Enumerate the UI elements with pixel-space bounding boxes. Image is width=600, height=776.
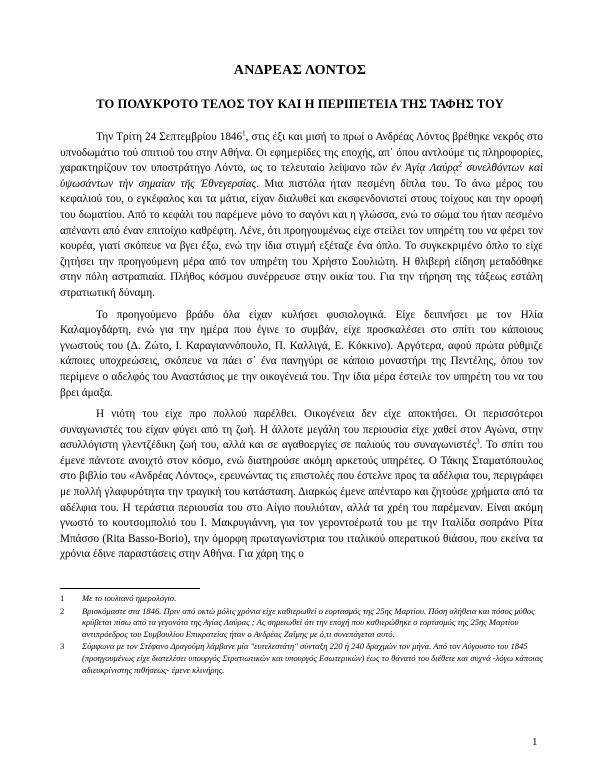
footnote [60,606,544,641]
footnote-text: Βρισκόμαστε στα 1846. Πριν από οκτώ μόλις χρόνια είχε καθιερωθεί ο εορτασμός της 25ης Μαρτίου. Πόση αλήθεια και πόσος μύθος κρύβεται πίσω από τα γεγονότα της Αγίας Λαύρας ; Ας σημειωθεί ότι την εποχή που καθιερώθηκε ο εορτασμός της 25ης Μαρτίου αντιπρόεδρος του Συμβουλίου Επικρατείας ήταν ο Ανδρέας Ζαΐμης με ό,τι συνεπάγεται αυτό. [82,605,535,639]
footnote-ref-2: 2 [458,160,463,169]
body-text [60,130,543,563]
footnote-text: Με το ιουλιανό ημερολόγιο. [82,593,177,603]
footnote-ref-1: 1 [242,129,246,138]
italic-quote: τῶν ἐν Ἁγίᾳ Λαύρᾳ [370,162,459,175]
footnote-number: 3 [60,641,65,652]
footnote [60,593,544,605]
paragraph-3: Η νιότη του είχε προ πολλού παρέλθει. Οικογένεια δεν είχε αποκτήσει. Οι περισσότεροι συναγωνιστές του είχαν φύγει από τη ζωή. Η άλλοτε μεγάλη του περιουσία είχε χαθεί στον Αγώνα, στην ασυλλόγιστη γλεντζέδικη ζωή του, αλλά και σε αγαθοεργίες σε παλιούς του συναγωνιστές$^3$. Το σπίτι του έμενε πάντοτε ανοιχτό στον κόσμο, ενώ διατηρούσε ακόμη αρκετούς υπηρέτες. Ο Τάκης Σταματόπουλος στο βιβλίο του «Ανδρέας Λόντος», ερευνώντας τις επιστολές που έστελνε προς τα αδέλφια του, περιγράφει με πολλή γλαφυρότητα την τραγική του κατάσταση. Διαρκώς έμενε απένταρο και ζητούσε χρήματα από τα αδέλφια του. Η τεράστια περιουσία του στο Αίγιο πουλιόταν, αλλά τα χρέη του παρέμεναν. Είναι ακόμη γνωστό το κουτσομπολιό του Ι. Μακρυγιάννη, για τον γεροντοέρωτά του με την Ιταλίδα σοπράνο Ρίτα Μπάσσο (Rita Basso-Borio), την όμορφη πρωταγωνίστρια του ιταλικού οπερατικού θιάσου, που εκείνα τα χρόνια έδινε παραστάσεις στην Αθήνα. Για χάρη της ο [60,408,544,561]
paragraph-1: Την Τρίτη 24 Σεπτεμβρίου 1846$^1$, στις έξι και μισή το πρωί ο Ανδρέας Λόντος βρέθηκε νεκρός στο υπνοδωμάτιο τού σπιτιού του στην Αθήνα. Οι εφημερίδες της εποχής, απ᾽ όπου αντλούμε τις πληροφορίες, χαρακτηρίζουν τον υποστράτηγο Λόντο, ως το τελευταίο λείψανο τῶν ἐν Ἁγίᾳ Λαύρᾳ$^2$ συνελθόντων καὶ ὑψωσάντων τὴν σημαίαν τῆς Ἐθνεγερσίας. Μια πιστόλα ήταν πεσμένη δίπλα του. Το άνω μέρος του κεφαλιού του, ο εγκέφαλος και τα μάτια, είχαν διαλυθεί και εκσφενδονιστεί στους τοίχους και την οροφή του δωματίου. Από το κεφάλι του παρέμενε μόνο το σαγόνι και η γλώσσα, ενώ το σώμα του ήταν πεσμένο απέναντι από έναν επιτοίχιο καθρέφτη. Λένε, ότι προηγουμένως είχε στείλει τον υπηρέτη του να φέρει τον κουρέα, γιατί σκόπευε να βγει έξω, ενώ την ίδια στιγμή εξέταζε ένα όπλο. Το συγκεκριμένο όπλο το είχε ζητήσει την προηγούμενη μέρα από τον υπηρέτη του Χρήστο Σουλιώτη. Η θλιβερή είδηση μεταδόθηκε στην πόλη αστραπιαία. Πλήθος κόσμου συνέρρευσε στην οικία του. Για την τήρηση της τάξεως εστάλη στρατιωτική δύναμη. [60,129,543,299]
footnote-text: Σύμφωνα με τον Στέφανο Δραγούμη λάμβανε μία "ευτελεστάτη" σύνταξη 220 ή 240 δραχμών τον μήνα. Από τον Αύγουστο του 1845 (προηγουμένως είχε διατελέσει υπουργός Στρατιωτικών και υπουργός Εσωτερικών) έως το θάνατό του διέθετε και συχνά -λόγω κάποιας αδιευκρίνιστης πιθήσεως- έμενε κλινήρης. [82,641,543,675]
author-title: ΑΝΔΡΕΑΣ ΛΟΝΤΟΣ [233,63,367,78]
footnote-number: 2 [60,605,65,616]
footnote-number: 1 [60,593,65,603]
paragraph-2: Το προηγούμενο βράδυ όλα είχαν κυλήσει φυσιολογικά. Είχε δειπνήσει με τον Ηλία Καλαμογδάρτη, ενώ για την ημέρα που έγινε το συμβάν, είχε προσκαλέσει στο σπίτι του κάποιους γνωστούς του (Δ. Ζώτο, Ι. Καραγιαννόπουλο, Π. Καλλιγά, Ε. Κόκκινο). Αργότερα, αφού πρώτα ρύθμιζε κάποιες υποχρεώσεις, σκόπευε να πάει σ᾽ ένα πανηγύρι σε κάποιο μοναστήρι της Πεντέλης, όπου τον περίμενε ο αδελφός του Αναστάσιος με την οικογένειά του. Την ίδια μέρα έστειλε τον υπηρέτη του να του βρει άμαξα. [60,308,543,399]
page-number: 1 [532,736,538,748]
footnote-ref-3: 3 [476,437,480,446]
footnote [60,641,544,676]
italic-quote-2: συνελθόντων καὶ ὑψωσάντων τὴν σημαίαν τῆς Ἐθνεγερσίας [60,162,543,190]
article-subtitle: ΤΟ ΠΟΛΥΚΡΟΤΟ ΤΕΛΟΣ ΤΟΥ ΚΑΙ Η ΠΕΡΙΠΕΤΕΙΑ ΤΗΣ ΤΑΦΗΣ ΤΟΥ [96,97,504,111]
footnotes [60,593,544,677]
footnote-separator [60,588,200,589]
